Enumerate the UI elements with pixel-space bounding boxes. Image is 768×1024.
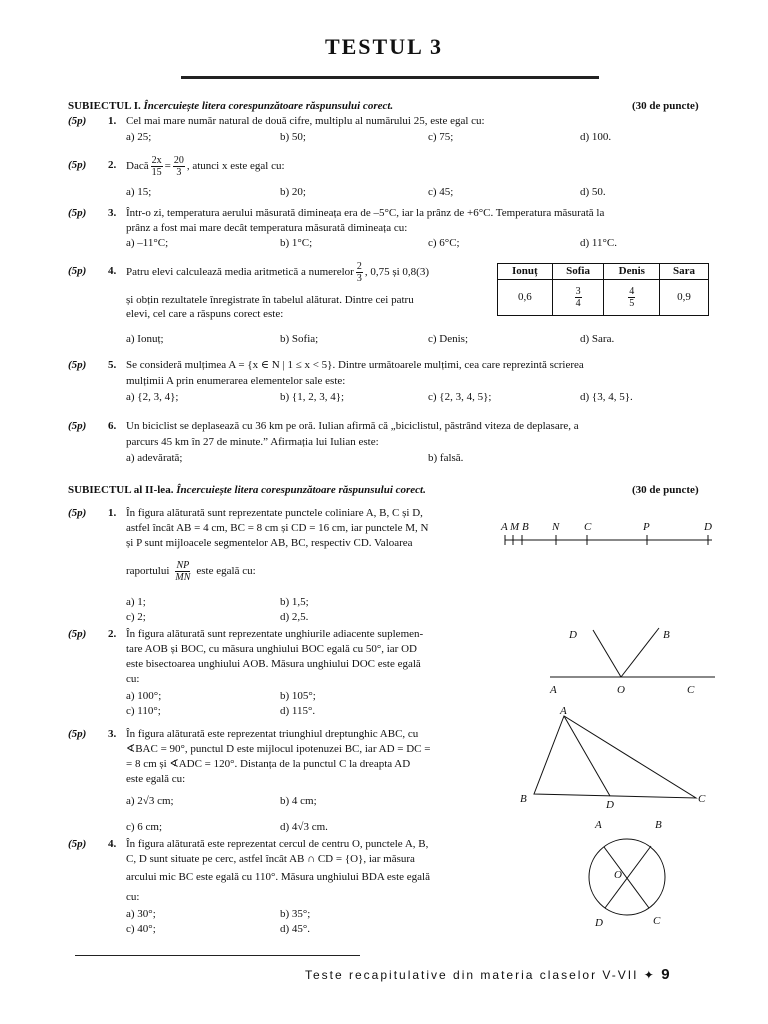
table-cell: 0,9 bbox=[660, 280, 709, 316]
option-a: a) Ionuț; bbox=[126, 333, 164, 345]
option-b: b) {1, 2, 3, 4}; bbox=[280, 391, 345, 403]
collinear-points-figure bbox=[500, 514, 720, 550]
question-text: Se consideră mulțimea A = {x ∈ N | 1 ≤ x < 5}. Dintre următoarele mulțimi, cea care reprezintă scrierea bbox=[126, 359, 584, 371]
page-title: TESTUL 3 bbox=[324, 34, 444, 59]
point-label: B bbox=[655, 819, 662, 831]
question-text: este bisectoarea unghiului AOB. Măsura unghiului DOC este egală bbox=[126, 658, 421, 670]
question-text: cu: bbox=[126, 673, 140, 685]
point-label: B bbox=[663, 629, 670, 641]
option-a: a) adevărată; bbox=[126, 452, 183, 464]
question-text bbox=[126, 148, 285, 184]
denominator: 4 bbox=[575, 298, 581, 309]
point-label: C bbox=[687, 684, 695, 696]
denominator: 3 bbox=[356, 272, 362, 284]
option-a: a) 30°; bbox=[126, 908, 156, 920]
table-cell bbox=[604, 280, 660, 316]
question-text: tare AOB și BOC, cu măsura unghiului BOC egală cu 50°, iar OD bbox=[126, 643, 417, 655]
results-table bbox=[497, 263, 709, 316]
question-prefix: Dacă bbox=[126, 159, 149, 172]
title-divider bbox=[181, 76, 599, 79]
section-1-label: SUBIECTUL I. bbox=[68, 100, 141, 112]
question-points: (5p) bbox=[68, 838, 87, 850]
question-number: 6. bbox=[108, 420, 117, 432]
question-number: 3. bbox=[108, 207, 117, 219]
option-d: d) 115°. bbox=[280, 705, 316, 717]
question-text: = 8 cm și ∢ADC = 120°. Distanța de la punctul C la dreapta AD bbox=[126, 758, 411, 770]
option-d: d) 45°. bbox=[280, 923, 311, 935]
page-footer bbox=[305, 968, 672, 982]
option-b: b) falsă. bbox=[428, 452, 464, 464]
question-text: ∢BAC = 90°, punctul D este mijlocul ipotenuzei BC, iar AD = DC = bbox=[126, 743, 431, 755]
question-suffix: , 0,75 și 0,8(3) bbox=[364, 265, 429, 278]
table-header: Denis bbox=[604, 264, 660, 280]
numerator: 20 bbox=[173, 154, 184, 166]
denominator: 3 bbox=[176, 166, 182, 178]
question-prefix: Patru elevi calculează media aritmetică a numerelor bbox=[126, 265, 354, 278]
question-number: 5. bbox=[108, 359, 117, 371]
fraction bbox=[173, 155, 185, 178]
circle-figure bbox=[585, 814, 675, 932]
question-text: și P sunt mijloacele segmentelor AB, BC, respectiv CD. Valoarea bbox=[126, 537, 413, 549]
question-number: 3. bbox=[108, 728, 117, 740]
question-text bbox=[126, 256, 429, 288]
table-header: Sofia bbox=[552, 264, 604, 280]
footer-separator: ✦ bbox=[643, 968, 656, 982]
table-row bbox=[498, 280, 709, 316]
section-2-instruction: Încercuiește litera corespunzătoare răspunsului corect. bbox=[176, 484, 426, 496]
question-text: elevi, cel care a răspuns corect este: bbox=[126, 308, 284, 320]
option-a: a) {2, 3, 4}; bbox=[126, 391, 179, 403]
question-text: arcului mic BC este egală cu 110°. Măsura unghiului BDA este egală bbox=[126, 871, 430, 883]
question-suffix: este egală cu: bbox=[196, 564, 256, 577]
table-cell: 0,6 bbox=[498, 280, 553, 316]
option-b: b) 50; bbox=[280, 131, 306, 143]
point-label: C bbox=[584, 521, 592, 533]
section-2-label: SUBIECTUL al II-lea. bbox=[68, 484, 174, 496]
option-b: b) 4 cm; bbox=[280, 795, 317, 807]
question-text: și obțin rezultatele înregistrate în tabelul alăturat. Dintre cei patru bbox=[126, 294, 414, 306]
option-c: c) 6°C; bbox=[428, 237, 460, 249]
question-points: (5p) bbox=[68, 115, 87, 127]
adjacent-angles-figure bbox=[545, 622, 720, 700]
numerator: 2x bbox=[151, 154, 162, 166]
point-label: N bbox=[552, 521, 560, 533]
option-a: a) 1; bbox=[126, 596, 146, 608]
point-label: O bbox=[617, 684, 625, 696]
numerator: 2 bbox=[356, 260, 362, 272]
question-number: 1. bbox=[108, 507, 117, 519]
option-c: c) 6 cm; bbox=[126, 821, 163, 833]
option-d: d) 50. bbox=[580, 186, 606, 198]
point-label: D bbox=[569, 629, 577, 641]
point-label: O bbox=[614, 869, 622, 881]
table-header-row bbox=[498, 264, 709, 280]
point-label: M bbox=[510, 521, 520, 533]
numerator: NP bbox=[176, 559, 190, 571]
option-b: b) 35°; bbox=[280, 908, 311, 920]
option-d: d) 4√3 cm. bbox=[280, 821, 328, 833]
option-b: b) 1°C; bbox=[280, 237, 313, 249]
question-points: (5p) bbox=[68, 628, 87, 640]
question-text: Cel mai mare număr natural de două cifre, multiplu al numărului 25, este egal cu: bbox=[126, 115, 485, 127]
option-b: b) 1,5; bbox=[280, 596, 309, 608]
question-text bbox=[126, 555, 256, 587]
point-label: B bbox=[522, 521, 529, 533]
table-header: Sara bbox=[660, 264, 709, 280]
right-triangle-figure bbox=[518, 702, 718, 810]
question-text: Un biciclist se deplasează cu 36 km pe oră. Iulian afirmă că „biciclistul, păstrând viteza de deplasare, a bbox=[126, 420, 579, 432]
question-text: mulțimii A prin enumerarea elementelor sale este: bbox=[126, 375, 346, 387]
option-a: a) 15; bbox=[126, 186, 152, 198]
option-d: d) Sara. bbox=[580, 333, 615, 345]
point-label: A bbox=[595, 819, 602, 831]
option-c: c) 2; bbox=[126, 611, 146, 623]
section-1-instruction: Încercuiește litera corespunzătoare răspunsului corect. bbox=[143, 100, 394, 112]
point-label: A bbox=[560, 705, 567, 717]
question-points: (5p) bbox=[68, 359, 87, 371]
fraction bbox=[151, 155, 163, 178]
denominator: 15 bbox=[151, 166, 162, 178]
option-c: c) 75; bbox=[428, 131, 454, 143]
point-label: A bbox=[501, 521, 508, 533]
option-d: d) 2,5. bbox=[280, 611, 309, 623]
footer-divider bbox=[75, 955, 360, 956]
fraction bbox=[628, 286, 635, 309]
question-suffix: , atunci x este egal cu: bbox=[186, 159, 285, 172]
option-a: a) 2√3 cm; bbox=[126, 795, 174, 807]
question-text: cu: bbox=[126, 891, 140, 903]
question-points: (5p) bbox=[68, 420, 87, 432]
option-a: a) 25; bbox=[126, 131, 152, 143]
question-text: În figura alăturată sunt reprezentate unghiurile adiacente suplemen- bbox=[126, 628, 424, 640]
question-text: parcurs 45 km în 27 de minute.” Afirmația lui Iulian este: bbox=[126, 436, 379, 448]
option-d: d) 11°C. bbox=[580, 237, 617, 249]
option-c: c) {2, 3, 4, 5}; bbox=[428, 391, 492, 403]
option-a: a) 100°; bbox=[126, 690, 162, 702]
question-points: (5p) bbox=[68, 507, 87, 519]
question-text: C, D sunt situate pe cerc, astfel încât AB ∩ CD = {O}, iar măsura bbox=[126, 853, 415, 865]
fraction bbox=[175, 560, 190, 583]
question-text: În figura alăturată este reprezentat cercul de centru O, punctele A, B, bbox=[126, 838, 429, 850]
fraction bbox=[575, 286, 582, 309]
denominator: 5 bbox=[629, 298, 635, 309]
question-number: 2. bbox=[108, 628, 117, 640]
point-label: B bbox=[520, 793, 527, 805]
equals-sign: = bbox=[164, 159, 171, 172]
option-b: b) Sofia; bbox=[280, 333, 319, 345]
question-number: 4. bbox=[108, 838, 117, 850]
option-c: c) 110°; bbox=[126, 705, 161, 717]
denominator: MN bbox=[175, 571, 191, 583]
question-points: (5p) bbox=[68, 159, 87, 171]
question-text: În figura alăturată este reprezentat triunghiul dreptunghic ABC, cu bbox=[126, 728, 419, 740]
option-b: b) 20; bbox=[280, 186, 306, 198]
option-c: c) 45; bbox=[428, 186, 454, 198]
question-text: astfel încât AB = 4 cm, BC = 8 cm și CD = 16 cm, iar punctele M, N bbox=[126, 522, 429, 534]
question-text: Într-o zi, temperatura aerului măsurată dimineața era de –5°C, iar la prânz de +6°C. Temperatura măsurată la bbox=[126, 207, 605, 219]
option-b: b) 105°; bbox=[280, 690, 316, 702]
question-text: este egală cu: bbox=[126, 773, 186, 785]
section-1-points: (30 de puncte) bbox=[632, 100, 699, 112]
point-label: D bbox=[595, 917, 603, 929]
section-2-points: (30 de puncte) bbox=[632, 484, 699, 496]
question-text: prânz a fost mai mare decât temperatura măsurată dimineața cu: bbox=[126, 222, 408, 234]
question-number: 1. bbox=[108, 115, 117, 127]
option-a: a) –11°C; bbox=[126, 237, 169, 249]
option-d: d) 100. bbox=[580, 131, 612, 143]
point-label: D bbox=[606, 799, 614, 810]
question-points: (5p) bbox=[68, 265, 87, 277]
numerator: 4 bbox=[629, 286, 635, 297]
question-points: (5p) bbox=[68, 728, 87, 740]
point-label: P bbox=[643, 521, 650, 533]
section-1-heading bbox=[68, 100, 393, 113]
point-label: A bbox=[550, 684, 557, 696]
numerator: 3 bbox=[575, 286, 581, 297]
question-text: În figura alăturată sunt reprezentate punctele coliniare A, B, C și D, bbox=[126, 507, 423, 519]
option-c: c) 40°; bbox=[126, 923, 156, 935]
table-header: Ionuț bbox=[498, 264, 553, 280]
option-c: c) Denis; bbox=[428, 333, 469, 345]
point-label: C bbox=[653, 915, 661, 927]
question-points: (5p) bbox=[68, 207, 87, 219]
question-number: 2. bbox=[108, 159, 117, 171]
point-label: D bbox=[704, 521, 712, 533]
question-number: 4. bbox=[108, 265, 117, 277]
footer-text: Teste recapitulative din materia claselor V-VII bbox=[305, 968, 639, 982]
option-d: d) {3, 4, 5}. bbox=[580, 391, 633, 403]
fraction bbox=[356, 261, 363, 284]
section-2-heading bbox=[68, 484, 426, 497]
table-cell bbox=[552, 280, 604, 316]
page-number: 9 bbox=[661, 966, 672, 983]
point-label: C bbox=[698, 793, 706, 805]
question-prefix: raportului bbox=[126, 564, 170, 577]
